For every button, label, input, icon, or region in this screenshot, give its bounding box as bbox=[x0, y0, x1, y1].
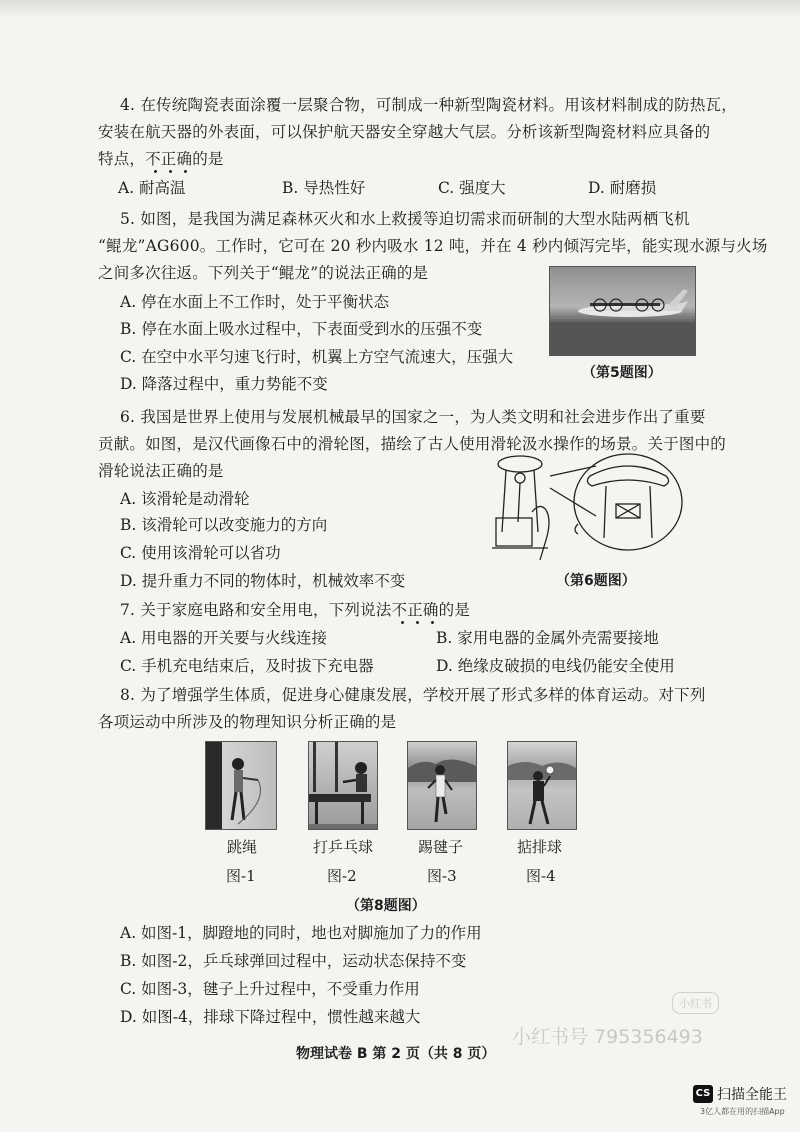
q4-option-d: D. 耐磨损 bbox=[588, 179, 657, 197]
q8-figure-2-photo bbox=[308, 741, 378, 830]
page-footer: 物理试卷 B 第 2 页（共 8 页） bbox=[296, 1046, 496, 1062]
q8-figure-1-label: 图-1 bbox=[226, 867, 256, 885]
q6-option-d: D. 提升重力不同的物体时，机械效率不变 bbox=[120, 572, 406, 590]
amphibious-plane-icon bbox=[550, 267, 695, 355]
q7-option-d: D. 绝缘皮破损的电线仍能安全使用 bbox=[436, 657, 675, 675]
q5-option-d: D. 降落过程中，重力势能不变 bbox=[120, 375, 328, 393]
q6-option-c: C. 使用该滑轮可以省功 bbox=[120, 544, 281, 562]
q8-option-b: B. 如图-2，乒乓球弹回过程中，运动状态保持不变 bbox=[120, 952, 467, 970]
camscanner-logo-icon: CS bbox=[693, 1085, 713, 1103]
q5-stem-line2: “鲲龙”AG600。工作时，它可在 20 秒内吸水 12 吨，并在 4 秒内倾泻完毕，能实现水源与火场 bbox=[98, 237, 768, 255]
q8-stem-line1: 8. 为了增强学生体质，促进身心健康发展，学校开展了形式多样的体育运动。对下列 bbox=[120, 686, 706, 704]
q7-option-b: B. 家用电器的金属外壳需要接地 bbox=[436, 629, 659, 647]
q6-option-b: B. 该滑轮可以改变施力的方向 bbox=[120, 516, 328, 534]
q8-figure-1-name: 跳绳 bbox=[227, 838, 258, 856]
camscanner-tagline: 3亿人都在用的扫描App bbox=[700, 1107, 785, 1116]
q5-option-c: C. 在空中水平匀速飞行时，机翼上方空气流速大，压强大 bbox=[120, 348, 514, 366]
q8-option-c: C. 如图-3，毽子上升过程中，不受重力作用 bbox=[120, 980, 420, 998]
q8-figure-3-name: 踢毽子 bbox=[418, 838, 464, 856]
jump-rope-person-icon bbox=[206, 742, 276, 829]
q8-stem-line2: 各项运动中所涉及的物理知识分析正确的是 bbox=[98, 713, 397, 731]
q6-stem-line1: 6. 我国是世界上使用与发展机械最早的国家之一，为人类文明和社会进步作出了重要 bbox=[120, 408, 706, 426]
q8-figure-caption: （第8题图） bbox=[346, 898, 426, 914]
q7-emphasis: 不正确 bbox=[391, 601, 439, 619]
q5-figure-caption: （第5题图） bbox=[582, 365, 662, 381]
q5-stem-line1: 5. 如图，是我国为满足森林灭火和水上救援等迫切需求而研制的大型水陆两栖飞机 bbox=[120, 210, 690, 228]
q4-emphasis: 不正确 bbox=[145, 150, 193, 168]
q6-option-a: A. 该滑轮是动滑轮 bbox=[120, 490, 250, 508]
q7-option-a: A. 用电器的开关要与火线连接 bbox=[120, 629, 328, 647]
q8-figure-3-label: 图-3 bbox=[427, 867, 457, 885]
q5-stem-line3: 之间多次往返。下列关于“鲲龙”的说法正确的是 bbox=[98, 264, 429, 282]
q8-figure-2-name: 打乒乓球 bbox=[313, 838, 374, 856]
q6-pulley-drawing bbox=[488, 452, 698, 564]
q6-stem-line2: 贡献。如图，是汉代画像石中的滑轮图，描绘了古人使用滑轮汲水操作的场景。关于图中的 bbox=[98, 435, 727, 453]
camscanner-name: 扫描全能王 bbox=[717, 1087, 787, 1103]
watermark-text: 小红书号 795356493 bbox=[512, 1026, 703, 1048]
q4-stem-line3: 特点，不正确的是 bbox=[98, 150, 224, 168]
q5-option-b: B. 停在水面上吸水过程中，下表面受到水的压强不变 bbox=[120, 320, 483, 338]
volleyball-player-icon bbox=[508, 742, 576, 829]
q6-figure-caption: （第6题图） bbox=[556, 573, 636, 589]
q4-option-c: C. 强度大 bbox=[438, 179, 506, 197]
q5-amphibious-plane-photo bbox=[549, 266, 696, 356]
q8-figure-4-name: 掂排球 bbox=[517, 838, 563, 856]
q6-stem-line3: 滑轮说法正确的是 bbox=[98, 462, 224, 480]
watermark-badge: 小红书 bbox=[672, 992, 719, 1014]
q8-figure-4-label: 图-4 bbox=[526, 867, 556, 885]
q8-figure-2-label: 图-2 bbox=[327, 867, 357, 885]
q4-option-b: B. 导热性好 bbox=[282, 179, 366, 197]
scan-top-edge bbox=[0, 0, 800, 18]
q4-stem-line1: 4. 在传统陶瓷表面涂覆一层聚合物，可制成一种新型陶瓷材料。用该材料制成的防热瓦， bbox=[120, 96, 737, 114]
q8-figure-1-photo bbox=[205, 741, 277, 830]
q4-stem-line2: 安装在航天器的外表面，可以保护航天器安全穿越大气层。分析该新型陶瓷材料应具备的 bbox=[98, 123, 711, 141]
shuttlecock-kicker-icon bbox=[408, 742, 476, 829]
q8-figure-3-photo bbox=[407, 741, 477, 830]
q8-option-a: A. 如图-1，脚蹬地的同时，地也对脚施加了力的作用 bbox=[120, 924, 482, 942]
q5-option-a: A. 停在水面上不工作时，处于平衡状态 bbox=[120, 293, 390, 311]
q4-option-a: A. 耐高温 bbox=[118, 179, 186, 197]
q7-option-c: C. 手机充电结束后，及时拔下充电器 bbox=[120, 657, 374, 675]
table-tennis-player-icon bbox=[309, 742, 377, 829]
q8-figure-4-photo bbox=[507, 741, 577, 830]
q8-option-d: D. 如图-4，排球下降过程中，惯性越来越大 bbox=[120, 1008, 421, 1026]
q7-stem: 7. 关于家庭电路和安全用电，下列说法不正确的是 bbox=[120, 601, 471, 619]
